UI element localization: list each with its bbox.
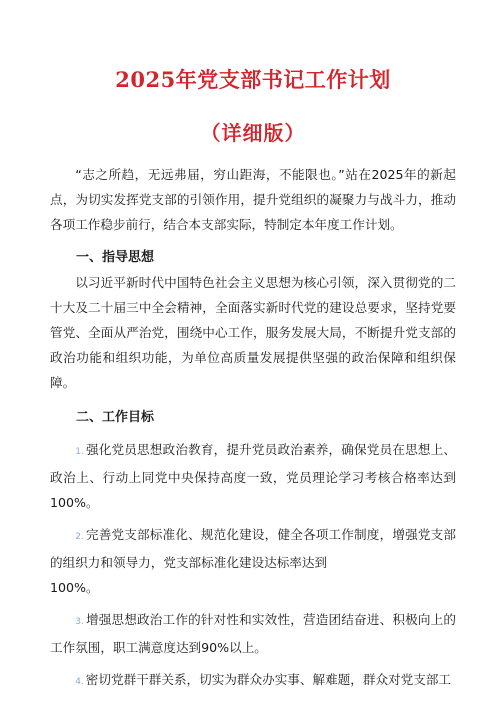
section-heading-work-goals: 二、工作目标 <box>76 410 155 425</box>
goal-text-2: 完善党支部标准化、规范化建设，健全各项工作制度，增强党支部的组织力和领导力，党支部标准化建设达标率达到 <box>50 527 456 570</box>
goal-text-3: 增强思想政治工作的针对性和实效性，营造团结奋进、积极向上的工作氛围，职工满意度达到90%以上。 <box>50 612 456 655</box>
goal-number-4: 4. <box>75 677 84 687</box>
intro-paragraph: “志之所趋，无远弗届，穷山距海，不能限也。”站在2025年的新起点，为切实发挥党支部的引领作用，提升党组织的凝聚力与战斗力，推动各项工作稳步前行，结合本支部实际，特制定本年度工作计划。 <box>50 167 456 232</box>
goal-item-4 <box>50 667 456 695</box>
guiding-ideology-paragraph: 以习近平新时代中国特色社会主义思想为核心引领，深入贯彻党的二十大及二十届三中全会精神，全面落实新时代党的建设总要求，坚持党要管党、全面从严治党，围绕中心工作，服务发展大局，不断提升党支部的政治功能和组织功能，为单位高质量发展提供坚强的政治保障和组织保障。 <box>50 275 456 390</box>
section-heading-guiding-ideology: 一、指导思想 <box>76 250 155 265</box>
document-subtitle: （详细版） <box>200 121 306 145</box>
goal-number-1: 1. <box>75 447 84 457</box>
goal-text-1: 强化党员思想政治教育，提升党员政治素养，确保党员在思想上、政治上、行动上同党中央保持高度一致，党员理论学习考核合格率达到100%。 <box>50 442 456 510</box>
goal-item-2 <box>50 522 456 575</box>
goal-item-1 <box>50 437 456 515</box>
goal-number-3: 3. <box>75 617 84 627</box>
goal-text-4: 密切党群干群关系，切实为群众办实事、解难题，群众对党支部工 <box>85 672 451 687</box>
goal-text-2-tail: 100%。 <box>50 580 99 595</box>
goal-number-2: 2. <box>75 532 84 542</box>
document-title: 2025年党支部书记工作计划 <box>115 67 391 92</box>
goal-item-3 <box>50 607 456 660</box>
